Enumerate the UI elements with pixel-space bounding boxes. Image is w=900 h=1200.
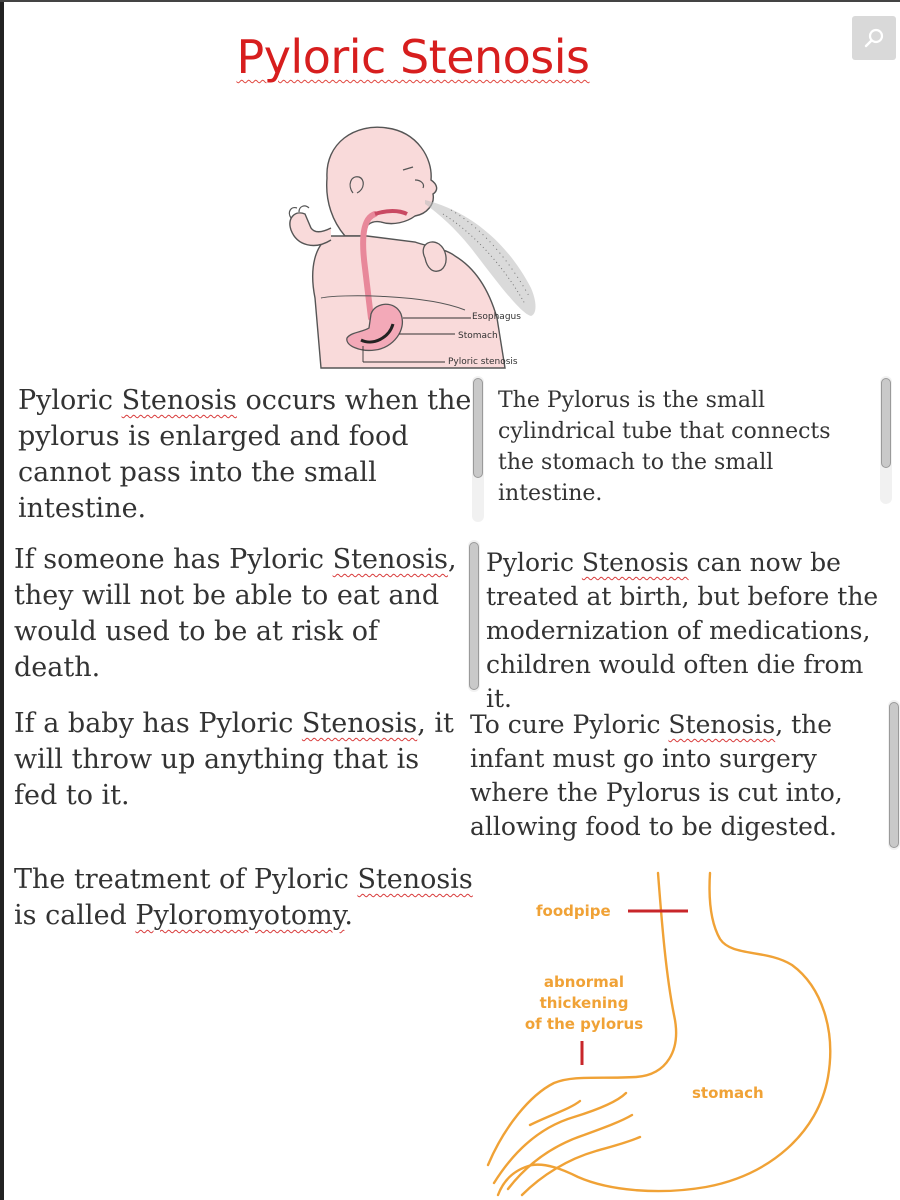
card-risk-of-death <box>14 542 469 686</box>
card5-line3: fed to it. <box>14 780 130 811</box>
card7-term-pyloromyotomy: Pyloromyotomy <box>135 900 345 931</box>
card2-line4: intestine. <box>498 481 603 506</box>
card2-scrollbar[interactable] <box>880 376 892 504</box>
card7-term: Stenosis <box>357 864 473 895</box>
diagram-label-thickening-line1: abnormal <box>543 973 625 991</box>
card4-term: Stenosis <box>581 548 689 577</box>
card6-scrollbar[interactable] <box>888 700 900 850</box>
card4-line3: modernization of medications, <box>486 616 871 645</box>
card-pyloromyotomy <box>14 862 474 934</box>
card-surgery-cure <box>470 708 890 844</box>
card6-scrollbar-thumb[interactable] <box>889 702 899 848</box>
card1-scrollbar-thumb[interactable] <box>473 378 483 478</box>
card7-line2: is called Pyloromyotomy. <box>14 900 353 931</box>
card2-line3: the stomach to the small <box>498 450 774 475</box>
card3-line1: If someone has Pyloric Stenosis, <box>14 544 457 575</box>
card3-line4: death. <box>14 652 101 683</box>
card6-line3: where the Pylorus is cut into, <box>470 778 843 807</box>
card2-line1: The Pylorus is the small <box>498 388 766 413</box>
card5-term: Stenosis <box>301 708 418 739</box>
page-title-text: Pyloric Stenosis <box>236 30 590 84</box>
diagram-label-thickening <box>518 972 650 1035</box>
infant-illustration <box>275 118 555 373</box>
card3-scrollbar-thumb[interactable] <box>469 542 479 690</box>
zoom-button[interactable] <box>852 16 896 60</box>
diagram-label-stomach: stomach <box>692 1084 764 1102</box>
diagram-label-thickening-line2: thickening <box>539 994 629 1012</box>
card6-line4: allowing food to be digested. <box>470 812 837 841</box>
card1-scrollbar[interactable] <box>472 376 484 522</box>
card3-line2: they will not be able to eat and <box>14 580 440 611</box>
card6-term: Stenosis <box>668 710 776 739</box>
diagram-label-thickening-line3: of the pylorus <box>524 1015 644 1033</box>
card2-scrollbar-thumb[interactable] <box>881 378 891 468</box>
zoom-icon <box>862 26 886 50</box>
card1-line2: pylorus is enlarged and food <box>18 421 409 452</box>
label-pyloric-stenosis: Pyloric stenosis <box>448 357 518 367</box>
page-title <box>0 30 826 84</box>
card4-line2: treated at birth, but before the <box>486 582 879 611</box>
window-frame-left <box>0 0 4 1200</box>
card1-line3: cannot pass into the small <box>18 457 377 488</box>
card-symptom-vomiting <box>14 706 469 814</box>
card3-scrollbar[interactable] <box>468 540 480 692</box>
card1-line1: Pyloric Stenosis occurs when the <box>18 385 472 416</box>
label-esophagus: Esophagus <box>472 312 521 322</box>
card2-line2: cylindrical tube that connects <box>498 419 831 444</box>
card3-line3: would used to be at risk of <box>14 616 378 647</box>
diagram-label-foodpipe: foodpipe <box>536 902 611 920</box>
window-frame-top <box>0 0 900 2</box>
card4-line1: Pyloric Stenosis can now be <box>486 548 841 577</box>
card4-line4: children would often die from it. <box>486 650 864 713</box>
card-pylorus-definition <box>498 385 878 509</box>
card7-line1: The treatment of Pyloric Stenosis <box>14 864 473 895</box>
card3-term: Stenosis <box>332 544 448 575</box>
card-treatment-history <box>486 546 896 716</box>
card6-line2: infant must go into surgery <box>470 744 817 773</box>
card1-line4: intestine. <box>18 493 147 524</box>
card5-line2: will throw up anything that is <box>14 744 420 775</box>
card-pyloric-stenosis-definition <box>18 383 473 527</box>
card6-line1: To cure Pyloric Stenosis, the <box>470 710 833 739</box>
label-stomach: Stomach <box>458 331 498 341</box>
card5-line1: If a baby has Pyloric Stenosis, it <box>14 708 454 739</box>
card1-term: Stenosis <box>121 385 237 416</box>
